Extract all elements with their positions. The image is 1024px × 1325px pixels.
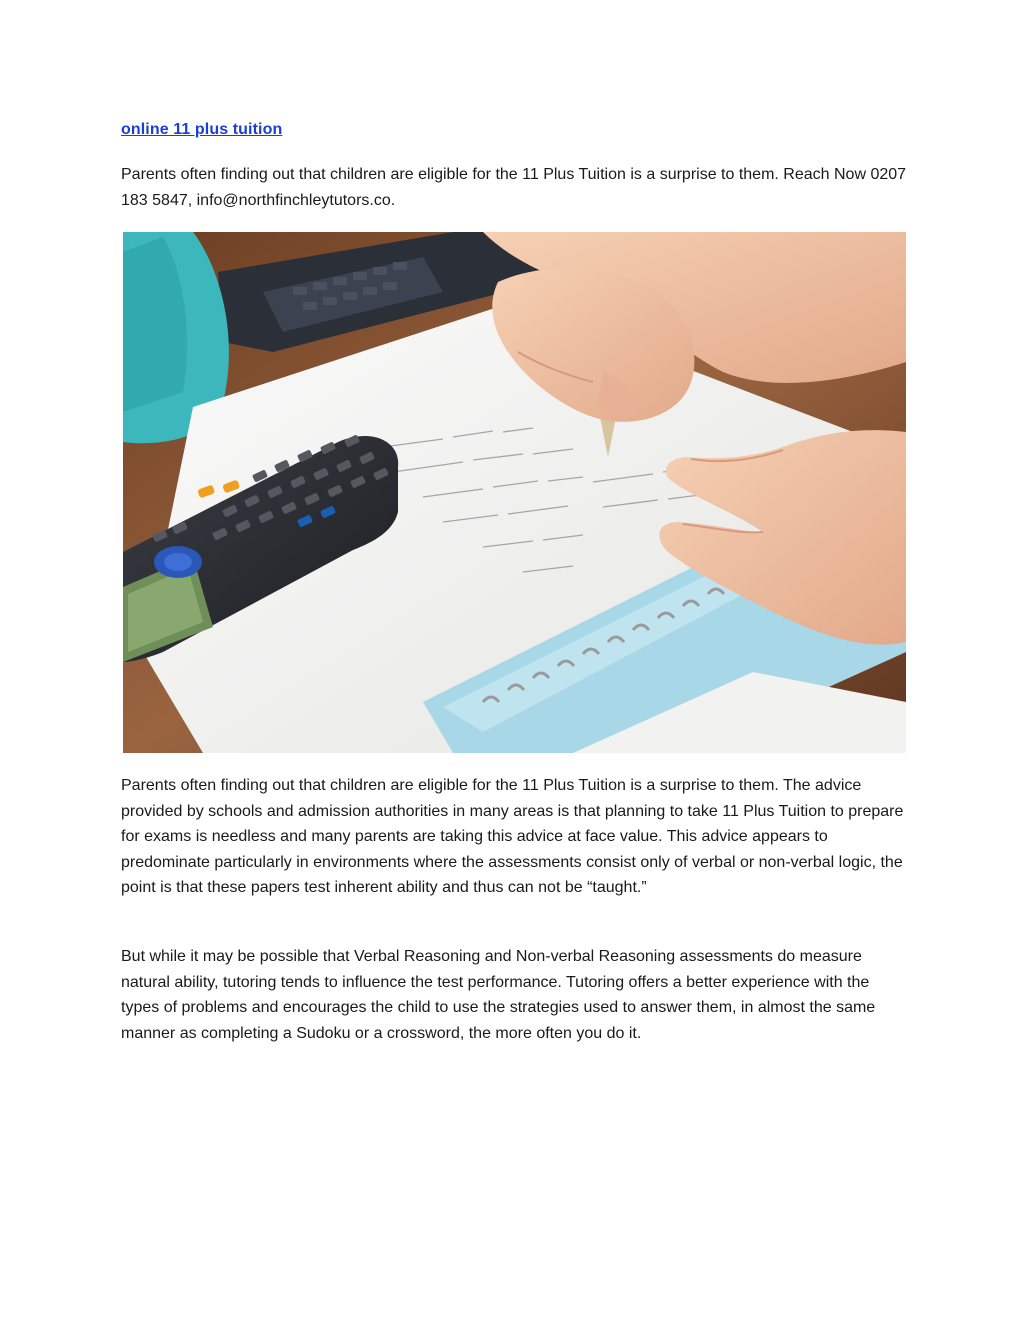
student-writing-photo — [123, 232, 906, 753]
intro-paragraph: Parents often finding out that children are eligible for the 11 Plus Tuition is a surprise to them. Reach Now 0207 183 5847, info@northfinchleytutors.co. — [121, 166, 907, 209]
online-tuition-link[interactable]: online 11 plus tuition — [121, 121, 283, 138]
body-paragraph: Parents often finding out that children are eligible for the 11 Plus Tuition is a surprise to them. The advice provided by schools and admission authorities in many areas is that planning to take 11 Plus Tuition to prepare for exams is needless and many parents are taking this advice at face value. This advice appears to predominate particularly in environments where the assessments consist only of verbal or non-verbal logic, the point is that these papers test inherent ability and thus can not be “taught.” — [121, 777, 904, 897]
body-paragraph: But while it may be possible that Verbal Reasoning and Non-verbal Reasoning assessments do measure natural ability, tutoring tends to influence the test performance. Tutoring offers a better experience with the types of problems and encourages the child to use the strategies used to answer them, in almost the same manner as completing a Sudoku or a crossword, the more often you do it. — [121, 948, 876, 1042]
